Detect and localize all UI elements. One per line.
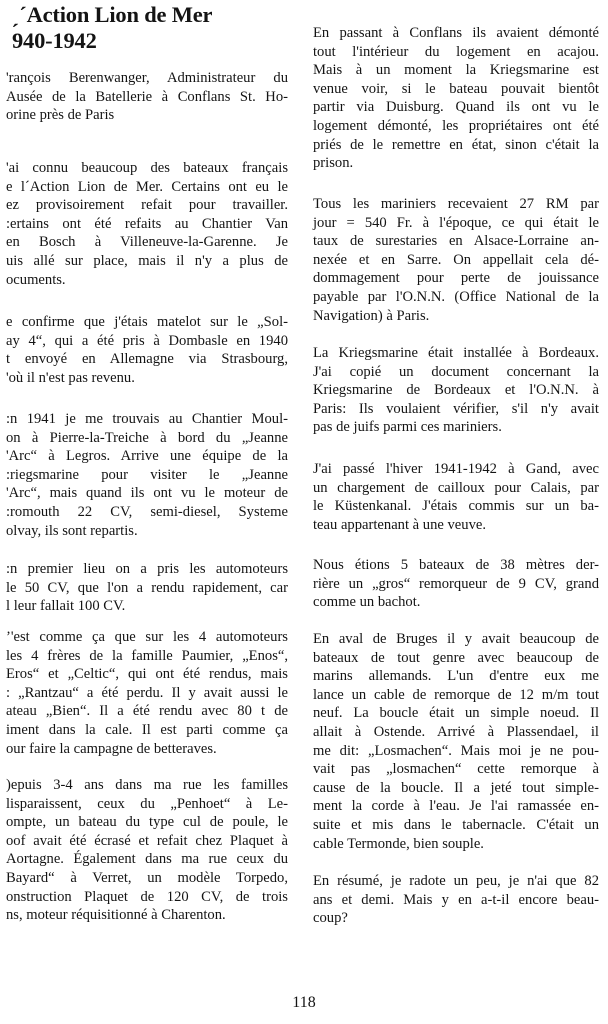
text-line: La Kriegsmarine était installée à Bordeaux.: [313, 345, 599, 361]
text-line: olvay, ils sont repartis.: [6, 522, 138, 539]
text-line: l leur fallait 100 CV.: [6, 598, 126, 615]
text-line: oof avait été écrasé et refait chez Plaquet à: [6, 832, 288, 849]
text-line: our faire la campagne de betteraves.: [6, 740, 217, 757]
text-line: rière un „gros“ remorqueur de 9 CV, grand: [313, 575, 599, 592]
text-line: Mais à un moment la Kriegsmarine est: [313, 62, 599, 79]
text-line: e confirme que j'étais matelot sur le „Sol-: [6, 314, 288, 330]
text-line: ay 4“, qui a été pris à Dombasle en 1940: [6, 332, 288, 349]
text-line: Navigation) à Paris.: [313, 307, 430, 324]
text-line: 'Arc“ à Legros. Arrive une équipe de la: [6, 448, 288, 465]
text-line: 'rançois Berenwanger, Administrateur du: [6, 70, 288, 86]
text-line: ompte, un bateau du type cul de poule, le: [6, 814, 288, 831]
text-line: ’'est comme ça que sur les 4 automoteurs: [6, 629, 288, 645]
text-line: uis allé sur place, mais il n'y a plus de: [6, 252, 288, 269]
article-title: [12, 2, 212, 54]
text-line: les 4 frères de la famille Paumier, „Enos“,: [6, 647, 288, 664]
paragraph: [313, 344, 599, 437]
text-line: un chargement de cailloux pour Calais, par: [313, 479, 599, 496]
text-line: en Bosch à Villeneuve-la-Garenne. Je: [6, 234, 288, 251]
paragraph: [313, 24, 599, 173]
text-line: Tous les mariniers recevaient 27 RM par: [313, 196, 599, 212]
text-line: e l´Action Lion de Mer. Certains ont eu le: [6, 178, 288, 195]
text-line: En aval de Bruges il y avait beaucoup de: [313, 631, 599, 647]
title-line: ˏ´Action Lion de Mer: [12, 2, 213, 27]
text-line: )epuis 3-4 ans dans ma rue les familles: [6, 777, 288, 793]
text-line: :riegsmarine pour visiter le „Jeanne: [6, 466, 288, 483]
text-line: 'ai connu beaucoup des bateaux français: [6, 160, 288, 176]
paragraph: [6, 776, 288, 925]
text-line: bateaux de tout genre avec beaucoup de: [313, 649, 599, 666]
text-line: venue voir, si le bateau pouvait bientôt: [313, 80, 599, 97]
text-line: payable par l'O.N.N. (Office National de la: [313, 288, 599, 305]
text-line: jour = 540 Fr. à l'époque, ce qui était le: [313, 214, 599, 231]
text-line: Eros“ et „Celtic“, qui ont été rendus, mais: [6, 666, 288, 683]
text-line: Kriegsmarine de Bordeaux et l'O.N.N. à: [313, 382, 599, 399]
text-line: partir via Duisburg. Quand ils ont vu le: [313, 99, 599, 116]
text-line: teau appartenant à une veuve.: [313, 516, 487, 533]
text-line: ez provisoirement refait pour travailler.: [6, 197, 288, 214]
text-line: 'où il n'est pas revenu.: [6, 369, 135, 386]
paragraph: [313, 195, 599, 325]
text-line: onstruction Plaquet de 120 CV, de trois: [6, 888, 288, 905]
paragraph: [6, 628, 288, 758]
text-line: me dit: „Losmachen“. Mais moi je ne pou-: [313, 742, 599, 759]
text-line: :n premier lieu on a pris les automoteurs: [6, 561, 288, 577]
title-line: 940-1942: [12, 28, 97, 53]
text-line: t envoyé en Allemagne via Strasbourg,: [6, 351, 288, 368]
text-line: taux de surestaries en Alsace-Lorraine an-: [313, 233, 599, 250]
text-line: coup?: [313, 910, 348, 927]
text-line: Nous étions 5 bateaux de 38 mètres der-: [313, 557, 599, 573]
text-line: ans et demi. Mais y en a-t-il encore beau-: [313, 891, 599, 908]
paragraph: [313, 872, 599, 928]
text-line: pas de juifs parmi ces mariniers.: [313, 419, 502, 436]
text-line: cause de la boucle. Il a jeté tout simple-: [313, 779, 599, 796]
text-line: J'ai passé l'hiver 1941-1942 à Gand, avec: [313, 461, 599, 477]
text-line: J'ai copié un document concernant la: [313, 363, 599, 380]
text-line: cable Termonde, bien souple.: [313, 835, 484, 852]
text-line: comme un bachot.: [313, 594, 421, 611]
paragraph: [313, 556, 599, 612]
text-line: lance un cable de remorque de 12 m/m tout: [313, 686, 599, 703]
text-line: : „Rantzau“ a été perdu. Il y avait aussi le: [6, 684, 288, 701]
text-line: ocuments.: [6, 271, 66, 288]
paragraph: [313, 460, 599, 534]
text-line: prison.: [313, 155, 354, 172]
text-line: Aortagne. Également dans ma rue ceux du: [6, 851, 288, 868]
text-line: le 50 CV, que l'on a rendu rapidement, car: [6, 579, 288, 596]
text-line: 'Arc“, mais quand ils ont vu le moteur de: [6, 485, 288, 502]
text-line: :ertains ont été refaits au Chantier Van: [6, 215, 288, 232]
text-line: iment dans la cale. Il est parti comme ça: [6, 721, 288, 738]
text-line: logement démonté, les propriétaires ont été: [313, 117, 599, 134]
text-line: tout l'intérieur du logement en acajou.: [313, 43, 599, 60]
text-line: Bayard“ à Verret, un modèle Torpedo,: [6, 869, 288, 886]
text-line: priés de le remettre en état, sinon c'était la: [313, 136, 599, 153]
text-line: le Küstenkanal. J'étais commis sur un ba-: [313, 498, 599, 515]
paragraph: [6, 410, 288, 540]
text-line: Paris: Ils voulaient vérifier, s'il n'y avait: [313, 400, 599, 417]
text-line: vait pas „losmachen“ cette remorque à: [313, 761, 599, 778]
paragraph: [313, 630, 599, 853]
text-line: ateau „Bien“. Il a été rendu avec 80 t de: [6, 703, 288, 720]
text-line: nexée et en Sarre. On appellait cela dé-: [313, 251, 599, 268]
text-line: marins allemands. L'un d'entre eux me: [313, 668, 599, 685]
text-line: orine près de Paris: [6, 107, 115, 124]
text-line: En résumé, je radote un peu, je n'ai que 82: [313, 873, 599, 889]
text-line: lisparaissent, ceux du „Penhoet“ à Le-: [6, 795, 288, 812]
author-paragraph: [6, 69, 288, 125]
text-line: :romouth 22 CV, semi-diesel, Systeme: [6, 503, 288, 520]
paragraph: [6, 159, 288, 289]
paragraph: [6, 560, 288, 616]
text-line: ns, moteur réquisitionné à Charenton.: [6, 907, 226, 924]
text-line: on à Pierre-la-Treiche à bord du „Jeanne: [6, 429, 288, 446]
text-line: En passant à Conflans ils avaient démonté: [313, 25, 599, 41]
text-line: neuf. La boucle était un simple noeud. Il: [313, 705, 599, 722]
page-number: 118: [292, 994, 316, 1011]
text-line: dommagement pour perte de jouissance: [313, 270, 599, 287]
text-line: allait à Ostende. Arrivé à Plassendael, il: [313, 723, 599, 740]
text-line: ment la corde à l'eau. Je l'ai ramassée en-: [313, 798, 599, 815]
text-line: Ausée de la Batellerie à Conflans St. Ho-: [6, 88, 288, 105]
paragraph: [6, 313, 288, 387]
text-line: :n 1941 je me trouvais au Chantier Moul-: [6, 411, 288, 427]
text-line: suite et mis dans le tabernacle. C'était un: [313, 816, 599, 833]
